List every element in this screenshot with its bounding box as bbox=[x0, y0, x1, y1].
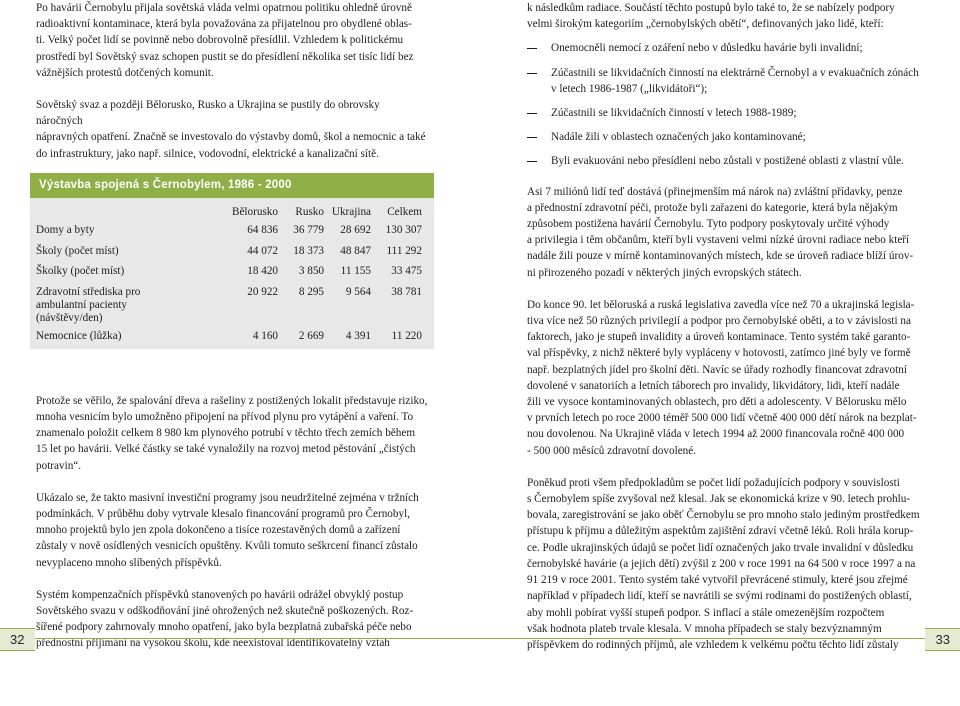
column-header: Bělorusko bbox=[232, 206, 278, 218]
table-cell: 18 420 bbox=[247, 265, 278, 277]
right-column bbox=[527, 0, 922, 653]
row-label: Nemocnice (lůžka) bbox=[36, 330, 122, 342]
page-number-tab-right bbox=[925, 628, 960, 651]
table-cell: 8 295 bbox=[298, 286, 324, 298]
table-cell: 20 922 bbox=[247, 286, 278, 298]
row-label: Školky (počet míst) bbox=[36, 265, 125, 277]
paragraph: Systém kompenzačních příspěvků stanovených po havárii odrážel obvyklý postup Sovětského svazu v odškodňování jiné ohrožených než skutečně poškozených. Roz- šířené podpory zahrnovaly mnoho opatření, jako byla bezplatná zubařská péče nebo přednostní přijímání na vysokou školu, kde neexistoval identifikovatelný vztah bbox=[36, 588, 414, 650]
column-header: Ukrajina bbox=[331, 206, 371, 218]
list-item: Nadále žili v oblastech označených jako kontaminované; bbox=[527, 129, 922, 145]
footer-rule bbox=[35, 638, 925, 639]
column-header: Rusko bbox=[295, 206, 324, 218]
paragraph: k následkům radiace. Součástí těchto postupů bylo také to, že se nabízely podpory velmi širokým kategoriím „černobylských obětí“, definovaných jako lidé, kteří: bbox=[527, 2, 895, 31]
table-title-bar bbox=[30, 173, 434, 198]
paragraph: Do konce 90. let běloruská a ruská legislativa zavedla více než 70 a ukrajinská legisla- tiva více než 50 různých privilegií a podpor pro černobylské oběti, a to v závislosti na faktorech, jako je stupeň invalidity a úroveň kontaminace. Tento systém také garanto- val příspěvky, z nichž některé byly vypláceny v hotovosti, zatímco jiné byly ve formě např. bezplatných jídel pro školní děti. Navíc se úřady rozhodly financovat zdravotní dovolené v sanatoriích a letních táborech pro invalidy, likvidátory, lidi, kteří nadále žili ve vysoce kontaminovaných oblastech, pro děti a adolescenty. V Bělorusku mělo v prvních letech po roce 2000 téměř 500 000 lidí včetně 400 000 dětí nárok na bezplat- nou dovolenou. Na Ukrajině vláda v letech 1994 až 2000 financovala ročně 400 000 - 500 000 měsíců zdravotní dovolené. bbox=[527, 298, 917, 457]
table-cell: 9 564 bbox=[345, 286, 371, 298]
victim-categories-list bbox=[527, 40, 922, 169]
table-cell: 2 669 bbox=[298, 330, 324, 342]
row-label: Školy (počet míst) bbox=[36, 245, 119, 257]
table-cell: 28 692 bbox=[340, 224, 371, 236]
list-item: Onemocněli nemocí z ozáření nebo v důsledku havárie byli invalidní; bbox=[527, 40, 922, 56]
dash-bullet bbox=[527, 73, 537, 74]
table-cell: 18 373 bbox=[293, 245, 324, 257]
row-label: Zdravotní střediska pro ambulantní pacienty (návštěvy/den) bbox=[36, 286, 141, 324]
page-number-tab-left bbox=[0, 628, 35, 651]
row-label: Domy a byty bbox=[36, 224, 95, 236]
table-cell: 48 847 bbox=[340, 245, 371, 257]
paragraph: Po havárii Černobylu přijala sovětská vláda velmi opatrnou politiku ohledně úrovně radioaktivní kontaminace, která byla považována za přijatelnou pro obydlené oblas- ti. Velký počet lidí se povinně nebo dobrovolně přesídlil. Vzhledem k politickému prostředí byl Sovětský svaz schopen pustit se do přesídlení několika set tisíc lidí bez vážnějších protestů dotčených komunit. bbox=[36, 2, 414, 79]
table-cell: 4 160 bbox=[252, 330, 278, 342]
table-cell: 44 072 bbox=[247, 245, 278, 257]
paragraph: Asi 7 miliónů lidí teď dostává (přinejmenším má nárok na) zvláštní přídavky, penze a přednostní zdravotní péči, protože byli zařazeni do kategorie, která byla nějakým způsobem postižena havárií Černobylu. Tyto podpory poskytovaly určité výhody a privilegia i těm občanům, kteří byli vystaveni velmi nízké úrovni radiace nebo kteří nadále žili pouze v mírně kontaminovaných místech, kde se úroveň radiace blíží úrov- ni přirozeného pozadí v některých jiných evropských státech. bbox=[527, 185, 914, 279]
column-header: Celkem bbox=[387, 206, 422, 218]
dash-bullet bbox=[527, 161, 537, 162]
dash-bullet bbox=[527, 113, 537, 114]
paragraph: Sovětský svaz a později Bělorusko, Rusko a Ukrajina se pustily do obrovsky náročných nápravných opatření. Značně se investovalo do výstavby domů, škol a nemocnic a také do infrastruktury, jako např. silnice, vodovodní, elektrické a kanalizační sítě. bbox=[36, 99, 426, 160]
page-number-left: 32 bbox=[10, 632, 25, 647]
dash-bullet bbox=[527, 137, 537, 138]
table-cell: 3 850 bbox=[298, 265, 324, 277]
table-cell: 11 155 bbox=[340, 265, 371, 277]
paragraph: Poněkud proti všem předpokladům se počet lidí požadujících podpory v souvislosti s Černobylem spíše zvyšoval než klesal. Jak se ekonomická krize v 90. letech prohlu- bovala, zaregistrování se jako oběť Černobylu se pro mnoho stalo jediným prostředkem přístupu k příjmu a důležitým aspektům zajištění zdraví včetně léků. Roli hrála korup- ce. Podle ukrajinských údajů se počet lidí označených jako trvale invalidní v důsledku černobylské havárie (a jejich dětí) zvýšil z 200 v roce 1991 na 64 500 v roce 1997 a na 91 219 v roce 2001. Tento systém také vytvořil převrácené stimuly, které jsou zřejmé například v případech lidí, kteří se navrátili se svými rodinami do postižených oblastí, aby mohli pobírat vyšší stupeň podpor. S inflací a stále omezenějším rozpočtem však hodnota plateb trvale klesala. V mnoha případech se staly bezvýznamným příspěvkem do rodinných příjmů, ale vzhledem k velkému počtu těchto lidí zůstaly bbox=[527, 476, 920, 651]
table-cell: 130 307 bbox=[385, 224, 422, 236]
paragraph: Protože se věřilo, že spalování dřeva a rašeliny z postižených lokalit představuje riziko, mnoha vesnicím bylo umožněno připojení na přívod plynu pro vytápění a vaření. To znamenalo položit celkem 8 980 km plynového potrubí v těchto třech zemích během 15 let po havárii. Velké částky se také vynaložily na rozvoj metod pěstování „čistých potravin“. bbox=[36, 394, 428, 472]
table-cell: 111 292 bbox=[386, 245, 422, 257]
list-item: Zúčastnili se likvidačních činností v letech 1988-1989; bbox=[527, 105, 922, 121]
list-item: Zúčastnili se likvidačních činností na elektrárně Černobyl a v evakuačních zónách v letech 1986-1987 („likvidátoři“); bbox=[527, 65, 922, 97]
table-cell: 33 475 bbox=[391, 265, 422, 277]
page-number-right: 33 bbox=[935, 632, 950, 647]
construction-table bbox=[30, 173, 434, 349]
paragraph: Ukázalo se, že takto masivní investiční programy jsou neudržitelné zejména v tržních podmínkách. V průběhu doby vytrvale klesalo financování programů pro Černobyl, mnoho projektů bylo jen zpola dokončeno a tisíce rozestavěných domů a zařízení zůstaly v nově osídlených vesnicích opuštěny. Kvůli tomuto seškrcení financí zůstalo nevyplaceno mnoho slíbených příspěvků. bbox=[36, 491, 419, 569]
table-title: Výstavba spojená s Černobylem, 1986 - 2000 bbox=[39, 179, 292, 191]
table-cell: 36 779 bbox=[293, 224, 324, 236]
table-cell: 4 391 bbox=[345, 330, 371, 342]
dash-bullet bbox=[527, 48, 537, 49]
table-cell: 38 781 bbox=[391, 286, 422, 298]
table-cell: 11 220 bbox=[391, 330, 422, 342]
list-item: Byli evakuováni nebo přesídleni nebo zůstali v postižené oblasti z vlastní vůle. bbox=[527, 153, 922, 169]
table-cell: 64 836 bbox=[247, 224, 278, 236]
